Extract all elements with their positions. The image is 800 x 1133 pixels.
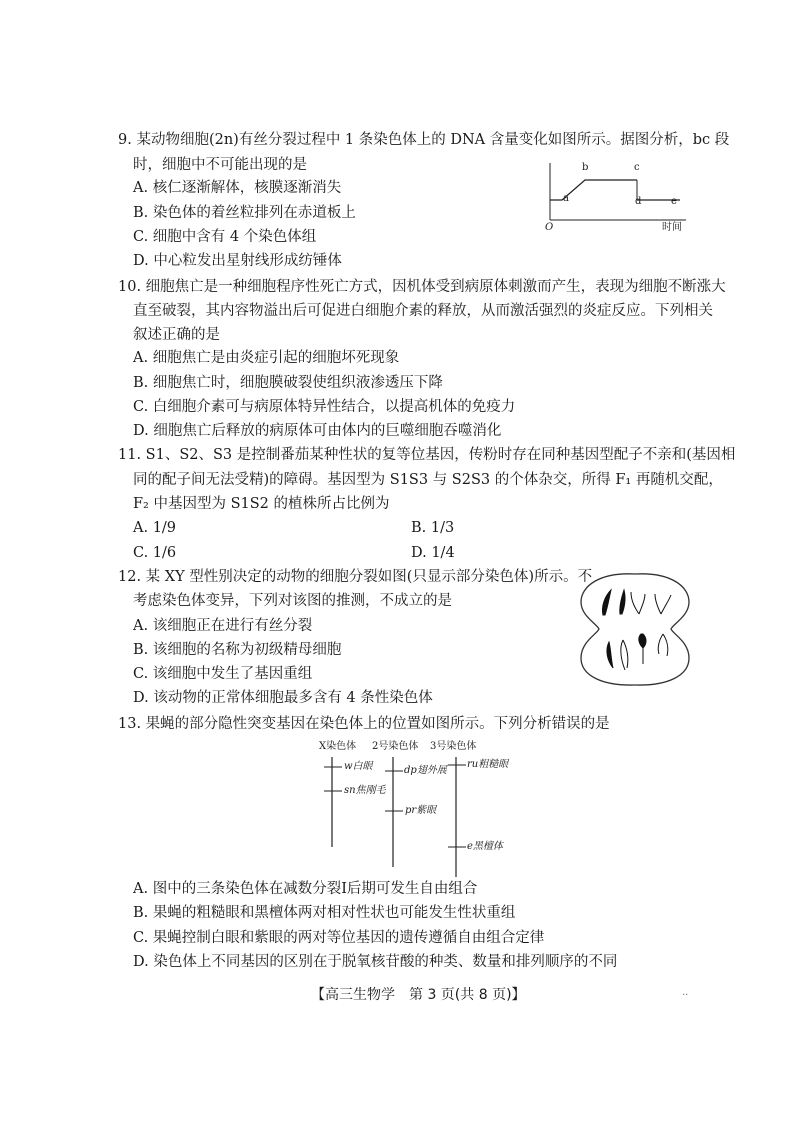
q12-option-b: B. 该细胞的名称为初级精母细胞 [133,642,342,658]
q12-option-d: D. 该动物的正常体细胞最多含有 4 条性染色体 [133,690,433,706]
q13-x-chromosome-label: X染色体 [319,741,357,752]
q13-option-b: B. 果蝇的粗糙眼和黑檀体两对相对性状也可能发生性状重组 [133,905,516,921]
q11-option-c: C. 1/6 [133,545,177,561]
q13-gene-dp: dp翅外展 [404,765,447,776]
q10-option-c: C. 白细胞介素可与病原体特异性结合，以提高机体的免疫力 [133,399,516,415]
q12-chromosome-2 [620,590,625,614]
q9-label-b: b [582,162,589,173]
q13-gene-pr: pr紫眼 [405,805,437,816]
q9-label-c: c [634,162,640,173]
q9-stem-line1: 9. 某动物细胞(2n)有丝分裂过程中 1 条染色体上的 DNA 含量变化如图所示。据图分析，bc 段 [118,132,730,148]
q11-option-d: D. 1/4 [411,545,455,561]
q13-gene-sn: sn焦刚毛 [344,785,386,796]
q10-stem-line2: 直至破裂，其内容物溢出后可促进白细胞介素的释放，从而激活强烈的炎症反应。下列相关 [133,303,713,319]
q13-chr2-label: 2号染色体 [372,741,419,752]
q10-option-b: B. 细胞焦亡时，细胞膜破裂使组织液渗透压下降 [133,375,443,391]
q9-option-d: D. 中心粒发出星射线形成纺锤体 [133,253,342,269]
q12-lower-chromosomes [607,634,668,670]
q13-stem: 13. 果蝇的部分隐性突变基因在染色体上的位置如图所示。下列分析错误的是 [118,716,610,732]
q9-option-c: C. 细胞中含有 4 个染色体组 [133,229,317,245]
q11-option-a: A. 1/9 [133,520,177,536]
q12-cell-diagram [575,568,695,690]
q9-label-e: e [671,196,677,207]
q10-option-a: A. 细胞焦亡是由炎症引起的细胞坏死现象 [133,350,400,366]
q10-option-d: D. 细胞焦亡后释放的病原体可由体内的巨噬细胞吞噬消化 [133,423,502,439]
q12-option-a: A. 该细胞正在进行有丝分裂 [133,618,313,634]
q11-stem-line2: 同的配子间无法受精)的障碍。基因型为 S1S3 与 S2S3 的个体杂交，所得 F₁ 再随机交配， [133,472,723,488]
q12-chromosome-3 [631,592,645,614]
q13-gene-w: w白眼 [344,761,373,772]
q9-label-d: d [635,196,642,207]
page-footer: 【高三生物学 第 3 页(共 8 页)】 [311,987,526,1003]
q12-stem-line2: 考虑染色体变异，下列对该图的推测，不成立的是 [133,593,452,609]
q9-label-a: a [563,193,569,204]
corner-mark: ·· [682,990,689,1001]
q13-chr3-label: 3号染色体 [430,741,477,752]
q9-x-axis-label: 时间 [662,222,682,233]
q12-chromosome-5 [607,642,613,668]
q12-chromosome-7 [639,634,646,664]
q13-option-a: A. 图中的三条染色体在减数分裂Ⅰ后期可发生自由组合 [133,881,478,897]
q11-stem-line1: 11. S1、S2、S3 是控制番茄某种性状的复等位基因，传粉时存在同种基因型配子不亲和(基因相 [118,447,736,463]
q11-stem-line3: F₂ 中基因型为 S1S2 的植株所占比例为 [133,496,390,512]
q13-option-d: D. 染色体上不同基因的区别在于脱氧核苷酸的种类、数量和排列顺序的不同 [133,954,618,970]
q12-cell-membrane [581,574,689,685]
q12-chromosome-8 [658,634,668,656]
q12-stem-line1: 12. 某 XY 型性别决定的动物的细胞分裂如图(只显示部分染色体)所示。不 [118,569,593,585]
q13-gene-e: e黑檀体 [467,841,503,852]
q9-stem-line2: 时，细胞中不可能出现的是 [133,157,307,173]
q13-gene-ru: ru粗糙眼 [467,759,509,770]
q12-upper-chromosomes [602,590,671,615]
q9-option-a: A. 核仁逐渐解体，核膜逐渐消失 [133,180,342,196]
q12-chromosome-6 [621,640,628,670]
q13-option-c: C. 果蝇控制白眼和紫眼的两对等位基因的遗传遵循自由组合定律 [133,930,545,946]
q10-stem-line3: 叙述正确的是 [133,327,220,343]
q11-option-b: B. 1/3 [411,520,455,536]
q12-chromosome-1 [602,590,611,615]
q9-origin-label: O [545,222,554,233]
q9-option-b: B. 染色体的着丝粒排列在赤道板上 [133,205,356,221]
q10-stem-line1: 10. 细胞焦亡是一种细胞程序性死亡方式，因机体受到病原体刺激而产生，表现为细胞不断涨大 [118,279,726,295]
q12-option-c: C. 该细胞中发生了基因重组 [133,666,313,682]
q12-chromosome-4 [655,594,671,614]
